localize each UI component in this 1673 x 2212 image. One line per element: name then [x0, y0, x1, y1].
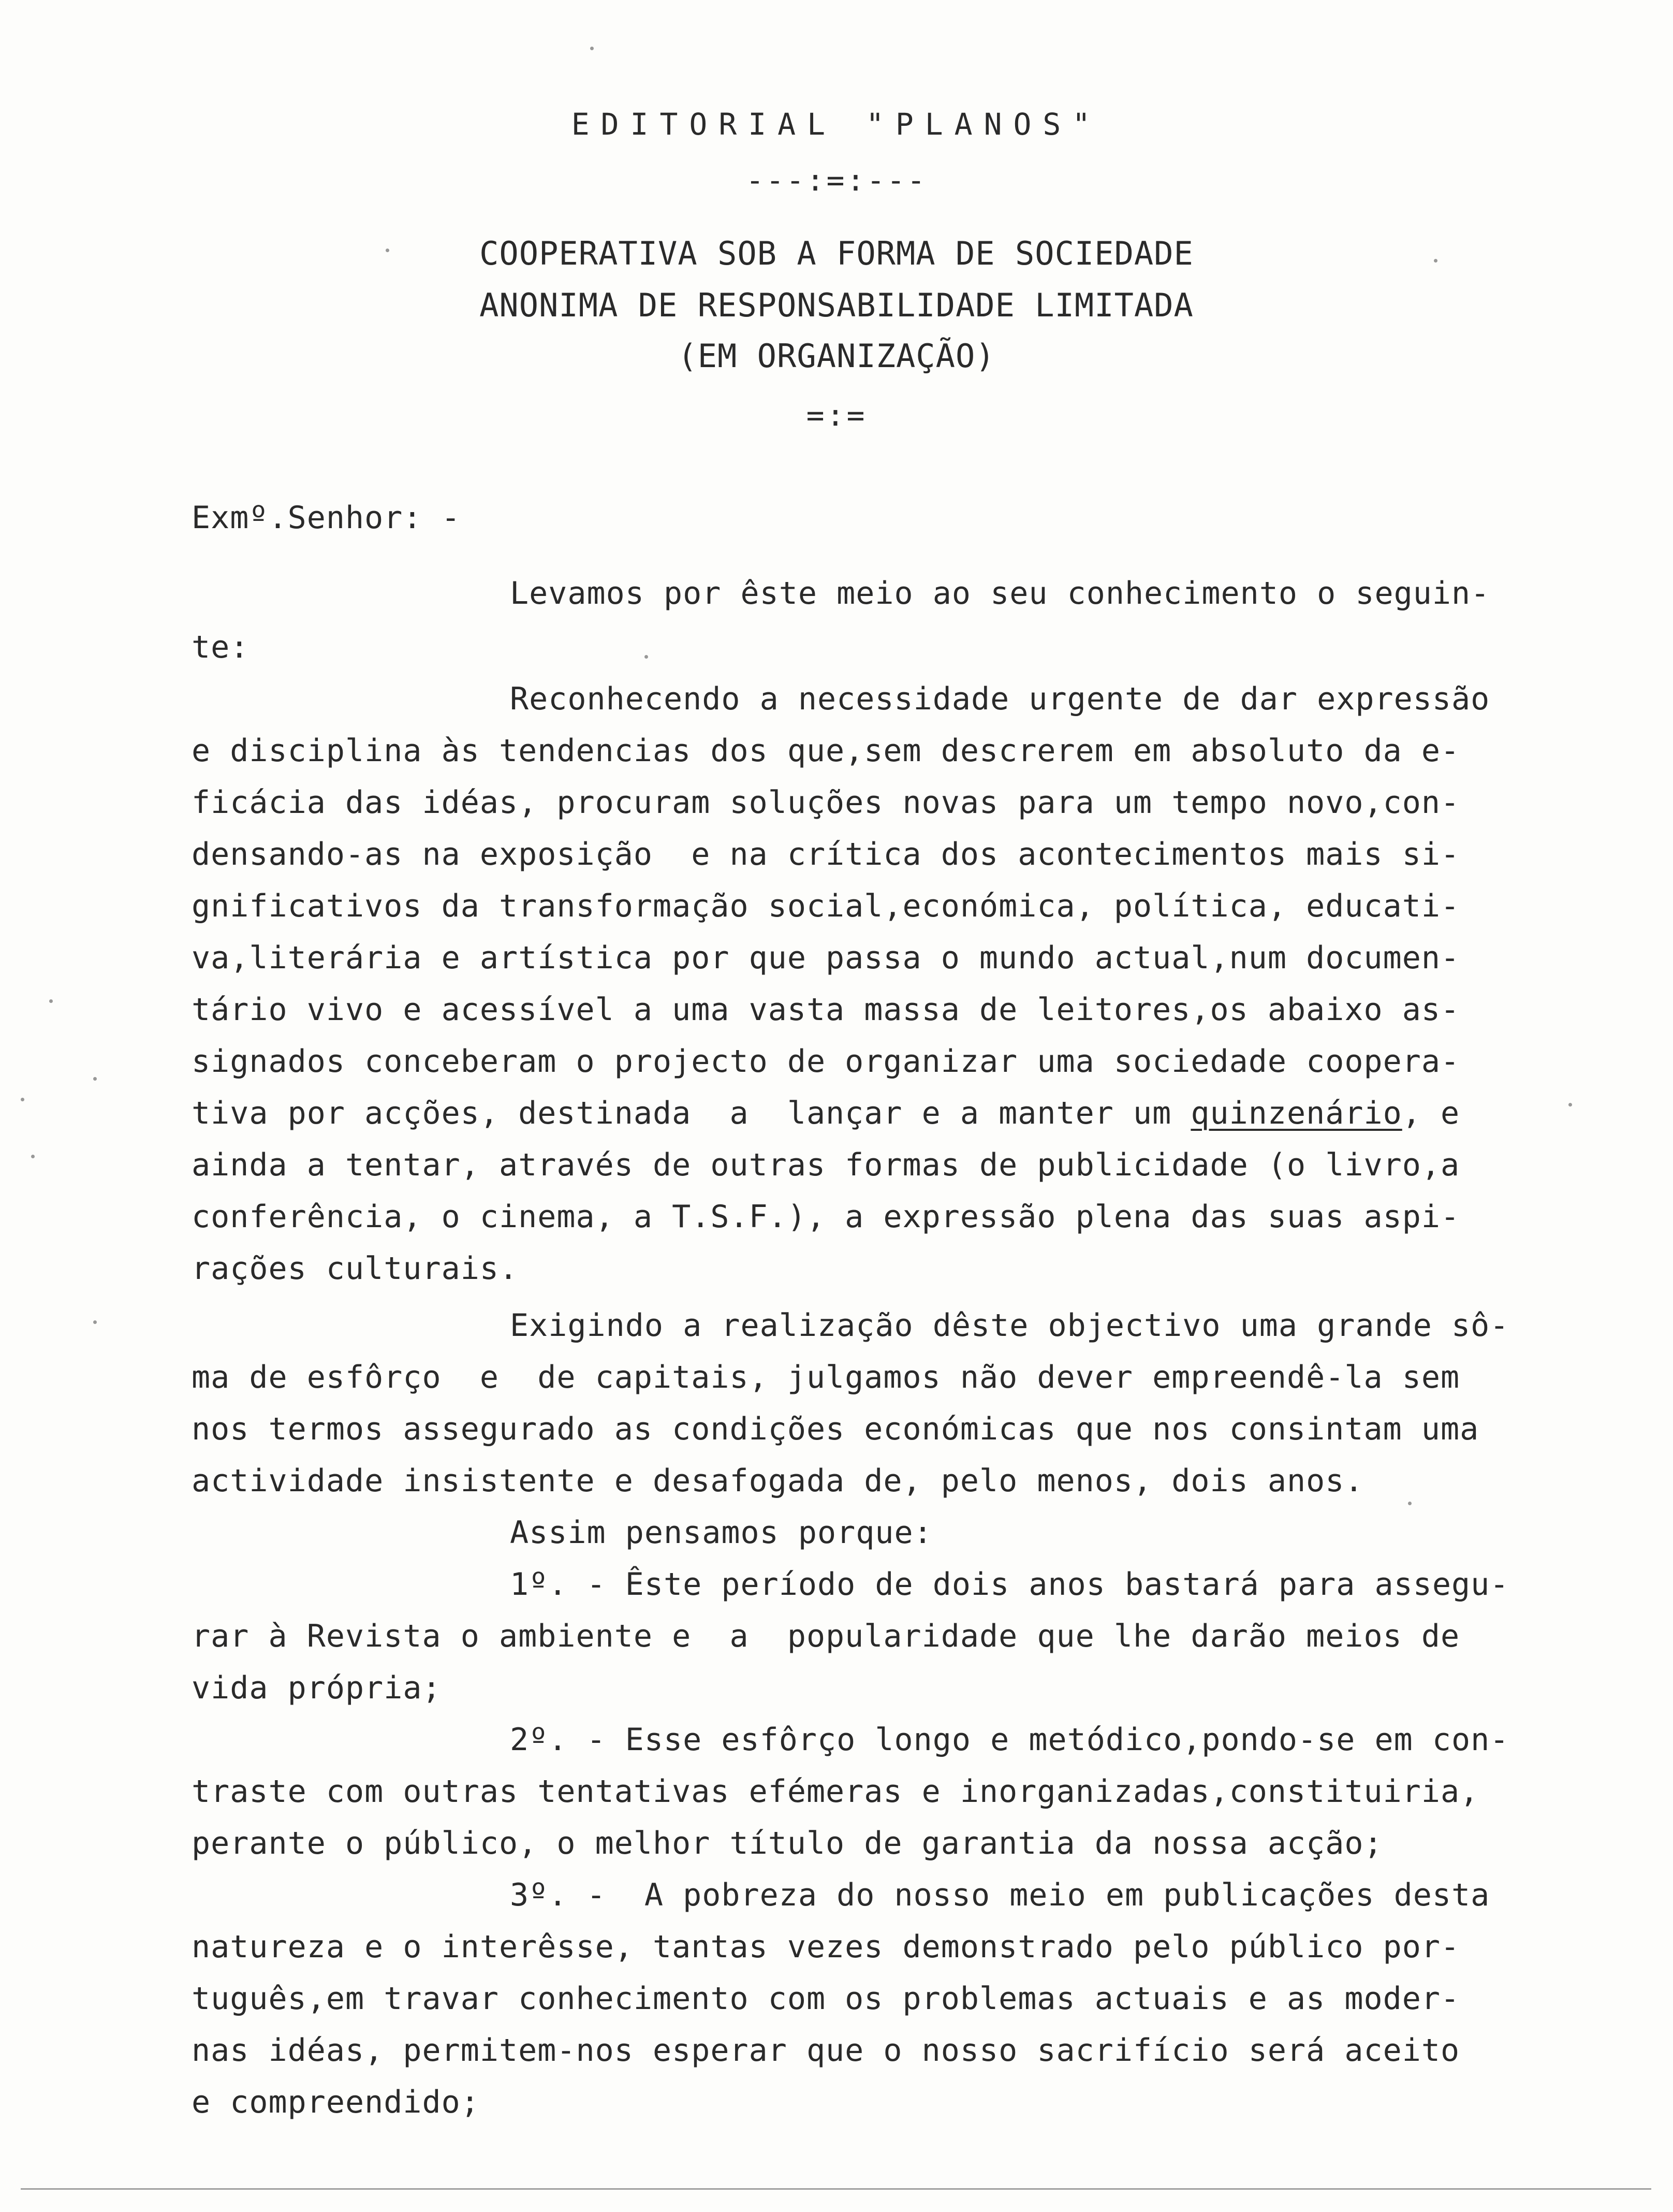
body-line-20: 1º. - Êste período de dois anos bastará para assegu-: [510, 1566, 1509, 1603]
body-line-14: rações culturais.: [192, 1250, 519, 1287]
body-line-7: gnificativos da transformação social,económica, política, educati-: [192, 888, 1460, 924]
body-line-12: ainda a tentar, através de outras formas de publicidade (o livro,a: [192, 1147, 1460, 1183]
scan-speck: [49, 999, 53, 1003]
title-separator: ---:=:---: [745, 163, 928, 198]
subtitle-separator: =:=: [806, 398, 867, 433]
scan-speck: [93, 1320, 97, 1324]
bottom-edge-line: [21, 2188, 1651, 2190]
body-line-10: signados conceberam o projecto de organizar uma sociedade coopera-: [192, 1043, 1460, 1080]
body-line-18: actividade insistente e desafogada de, pelo menos, dois anos.: [192, 1463, 1364, 1499]
salutation: Exmº.Senhor: -: [192, 500, 461, 536]
scan-speck: [1568, 1103, 1572, 1107]
scan-speck: [21, 1098, 24, 1101]
body-line-2: te:: [192, 629, 250, 665]
body-line-5: ficácia das idéas, procuram soluções novas para um tempo novo,con-: [192, 784, 1460, 821]
body-line-28: tuguês,em travar conhecimento com os problemas actuais e as moder-: [192, 1981, 1460, 2017]
body-line-19: Assim pensamos porque:: [510, 1515, 933, 1551]
body-line-4: e disciplina às tendencias dos que,sem descrerem em absoluto da e-: [192, 733, 1460, 769]
scan-speck: [1434, 259, 1437, 263]
body-line-1: Levamos por êste meio ao seu conhecimento o seguin-: [510, 575, 1490, 612]
scan-speck: [31, 1155, 35, 1158]
body-line-17: nos termos assegurado as condições económicas que nos consintam uma: [192, 1411, 1479, 1447]
body-line-8: va,literária e artística por que passa o mundo actual,num documen-: [192, 940, 1460, 976]
subtitle-line-3: (EM ORGANIZAÇÃO): [678, 337, 995, 375]
subtitle-line-2: ANONIMA DE RESPONSABILIDADE LIMITADA: [479, 286, 1194, 324]
body-line-27: natureza e o interêsse, tantas vezes demonstrado pelo público por-: [192, 1929, 1460, 1965]
body-line-3: Reconhecendo a necessidade urgente de dar expressão: [510, 681, 1490, 717]
body-line-11: [192, 1095, 1460, 1131]
body-line-6: densando-as na exposição e na crítica dos acontecimentos mais si-: [192, 836, 1460, 872]
body-line-26: 3º. - A pobreza do nosso meio em publicações desta: [510, 1877, 1490, 1913]
body-line-9: tário vivo e acessível a uma vasta massa de leitores,os abaixo as-: [192, 992, 1460, 1028]
body-line-25: perante o público, o melhor título de garantia da nossa acção;: [192, 1825, 1383, 1861]
body-line-13: conferência, o cinema, a T.S.F.), a expressão plena das suas aspi-: [192, 1199, 1460, 1235]
body-line-22: vida própria;: [192, 1670, 442, 1706]
scan-speck: [590, 47, 594, 50]
document-title: EDITORIAL "PLANOS": [571, 107, 1102, 142]
scan-speck: [644, 655, 648, 659]
body-line-11-tail: , e: [1402, 1095, 1460, 1131]
body-line-11-text: tiva por acções, destinada a lançar e a manter um: [192, 1095, 1191, 1131]
body-line-30: e compreendido;: [192, 2084, 480, 2120]
underlined-word-quinzenario: quinzenário: [1191, 1095, 1402, 1131]
scan-speck: [93, 1077, 97, 1081]
body-line-29: nas idéas, permitem-nos esperar que o nosso sacrifício será aceito: [192, 2032, 1460, 2069]
scan-speck: [1408, 1502, 1412, 1505]
body-line-15: Exigindo a realização dêste objectivo uma grande sô-: [510, 1307, 1509, 1344]
body-line-23: 2º. - Esse esfôrço longo e metódico,pondo-se em con-: [510, 1722, 1509, 1758]
scan-speck: [386, 249, 389, 252]
body-line-24: traste com outras tentativas efémeras e inorganizadas,constituiria,: [192, 1773, 1479, 1810]
subtitle-line-1: COOPERATIVA SOB A FORMA DE SOCIEDADE: [479, 235, 1194, 272]
body-line-21: rar à Revista o ambiente e a popularidade que lhe darão meios de: [192, 1618, 1460, 1654]
body-line-16: ma de esfôrço e de capitais, julgamos não dever empreendê-la sem: [192, 1359, 1460, 1395]
